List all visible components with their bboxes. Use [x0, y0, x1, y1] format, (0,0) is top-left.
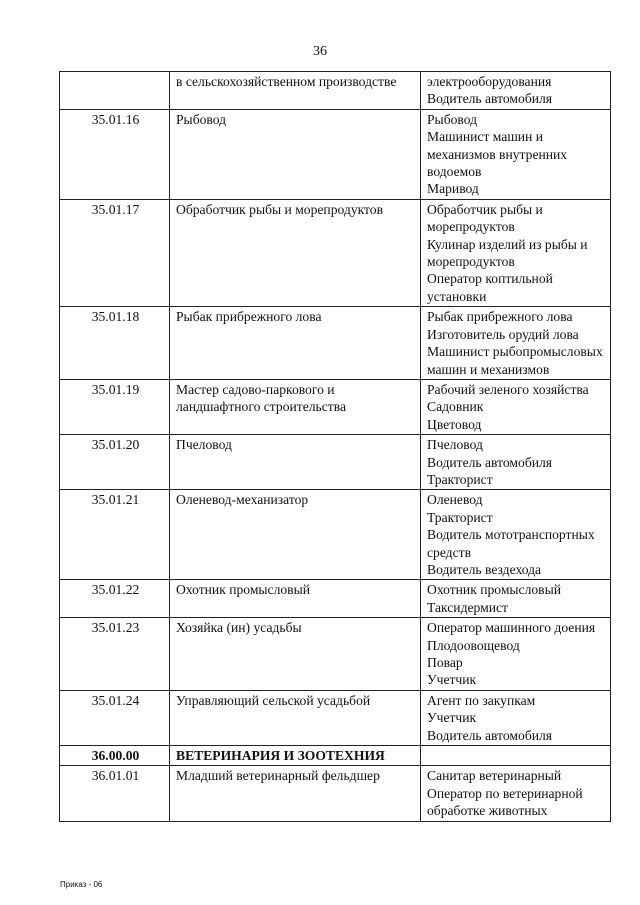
qualifications-cell — [421, 307, 611, 380]
table-row — [60, 690, 611, 745]
qualifications-cell — [421, 690, 611, 745]
table-row — [60, 580, 611, 618]
qualification-item: Рыбовод — [427, 111, 478, 127]
qualification-item: Рабочий зеленого хозяйства — [427, 381, 589, 397]
qualification-item: Агент по закупкам — [427, 692, 536, 708]
qualification-item: Плодоовощевод — [427, 637, 520, 653]
profession-name: Хозяйка (ин) усадьбы — [170, 618, 421, 691]
table-body — [60, 72, 611, 822]
table-row — [60, 490, 611, 580]
profession-name: Охотник промысловый — [170, 580, 421, 618]
profession-code: 35.01.23 — [60, 618, 170, 691]
qualification-item: Оператор по ветеринарной обработке животных — [427, 785, 583, 819]
profession-code: 36.00.00 — [60, 746, 170, 766]
table-row — [60, 766, 611, 821]
profession-name: Рыбак прибрежного лова — [170, 307, 421, 380]
table-row — [60, 435, 611, 490]
profession-code: 35.01.22 — [60, 580, 170, 618]
qualification-item: электрооборудования — [427, 74, 552, 89]
profession-code: 35.01.16 — [60, 109, 170, 199]
qualification-item: Машинист рыбопромысловых машин и механизмов — [427, 344, 603, 377]
profession-name: Мастер садово-паркового и ландшафтного строительства — [170, 379, 421, 434]
qualification-item: Водитель мототранспортных средств — [427, 527, 595, 560]
table-row — [60, 199, 611, 306]
qualifications-cell — [421, 109, 611, 199]
profession-code: 35.01.17 — [60, 199, 170, 306]
profession-name: Рыбовод — [170, 109, 421, 199]
qualification-item: Таксидермист — [427, 599, 508, 615]
qualification-item: Водитель вездехода — [427, 561, 542, 577]
table-row — [60, 109, 611, 199]
profession-code: 35.01.21 — [60, 490, 170, 580]
qualification-item: Рыбак прибрежного лова — [427, 309, 573, 325]
qualification-item: Учетчик — [427, 672, 477, 688]
qualifications-cell — [421, 618, 611, 691]
qualification-item: Садовник — [427, 399, 484, 415]
qualification-item: Маривод — [427, 181, 479, 197]
professions-table — [59, 71, 611, 822]
footer-note: Приказ - 06 — [60, 880, 103, 889]
qualifications-cell — [421, 199, 611, 306]
qualifications-cell — [421, 379, 611, 434]
table-row — [60, 618, 611, 691]
profession-name: Младший ветеринарный фельдшер — [170, 766, 421, 821]
table-row — [60, 379, 611, 434]
qualification-item: Тракторист — [427, 509, 493, 525]
profession-name: Обработчик рыбы и морепродуктов — [170, 199, 421, 306]
qualification-item: Учетчик — [427, 710, 477, 726]
profession-code: 36.01.01 — [60, 766, 170, 821]
qualification-item: Водитель автомобиля — [427, 91, 553, 107]
qualifications-cell — [421, 766, 611, 821]
qualifications-cell — [421, 746, 611, 766]
profession-code: 35.01.20 — [60, 435, 170, 490]
profession-code: 35.01.19 — [60, 379, 170, 434]
qualification-item: Изготовитель орудий лова — [427, 326, 579, 342]
qualification-item: Машинист машин и механизмов внутренних водоемов — [427, 129, 568, 180]
table-row — [60, 72, 611, 110]
qualification-item: Обработчик рыбы и морепродуктов — [427, 201, 543, 235]
qualification-item: Пчеловод — [427, 437, 483, 453]
profession-name: Управляющий сельской усадьбой — [170, 690, 421, 745]
qualification-item: Санитар ветеринарный — [427, 768, 562, 784]
qualifications-cell — [421, 580, 611, 618]
section-title: ВЕТЕРИНАРИЯ И ЗООТЕХНИЯ — [170, 746, 421, 766]
qualification-item: Оленевод — [427, 492, 483, 508]
qualification-item: Оператор коптильной установки — [427, 271, 553, 304]
qualification-item: Кулинар изделий из рыбы и морепродуктов — [427, 236, 588, 270]
qualifications-cell — [421, 435, 611, 490]
profession-code — [60, 72, 170, 110]
qualifications-cell — [421, 72, 611, 110]
profession-name: Пчеловод — [170, 435, 421, 490]
qualification-item: Цветовод — [427, 416, 482, 432]
profession-code: 35.01.18 — [60, 307, 170, 380]
table-row — [60, 307, 611, 380]
qualification-item: Повар — [427, 655, 463, 670]
qualification-item: Охотник промысловый — [427, 582, 561, 598]
page-number: 36 — [313, 44, 327, 59]
profession-name: Оленевод-механизатор — [170, 490, 421, 580]
qualification-item: Водитель автомобиля — [427, 454, 553, 470]
profession-code: 35.01.24 — [60, 690, 170, 745]
qualifications-cell — [421, 490, 611, 580]
qualification-item: Водитель автомобиля — [427, 727, 553, 743]
qualification-item: Тракторист — [427, 471, 493, 487]
qualification-item: Оператор машинного доения — [427, 620, 596, 636]
section-row — [60, 746, 611, 766]
profession-name: в сельскохозяйственном производстве — [170, 72, 421, 110]
